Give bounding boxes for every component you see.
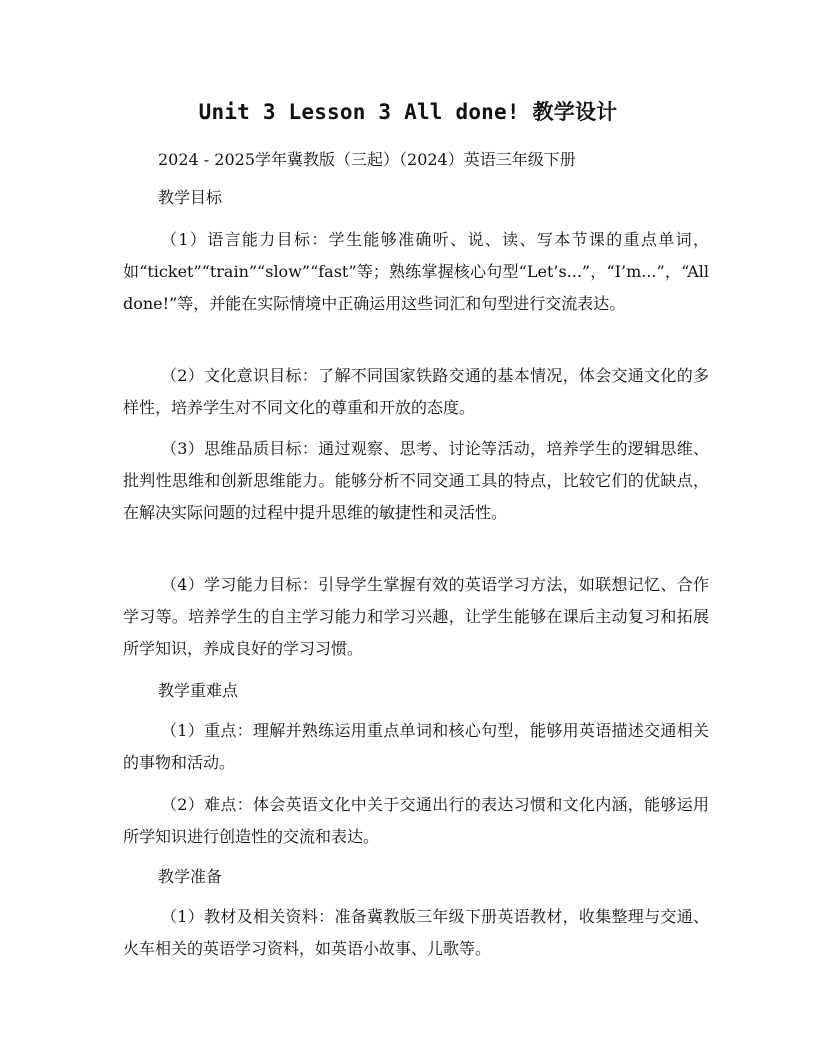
preparation-materials-paragraph: （1）教材及相关资料：准备冀教版三年级下册英语教材，收集整理与交通、火车相关的英语学习资料，如英语小故事、儿歌等。 xyxy=(123,907,709,958)
document-title: Unit 3 Lesson 3 All done! 教学设计 xyxy=(198,100,618,124)
objective-culture-paragraph: （2）文化意识目标：了解不同国家铁路交通的基本情况，体会交通文化的多样性，培养学生对不同文化的尊重和开放的态度。 xyxy=(123,366,709,417)
document-subtitle: 2024 - 2025学年冀教版（三起）（2024）英语三年级下册 xyxy=(158,150,576,169)
difficult-point-paragraph: （2）难点：体会英语文化中关于交通出行的表达习惯和文化内涵，能够运用所学知识进行创造性的交流和表达。 xyxy=(123,795,709,846)
objective-thinking-paragraph: （3）思维品质目标：通过观察、思考、讨论等活动，培养学生的逻辑思维、批判性思维和创新思维能力。能够分析不同交通工具的特点，比较它们的优缺点，在解决实际问题的过程中提升思维的敏捷性和灵活性。 xyxy=(123,439,709,522)
objective-learning-paragraph: （4）学习能力目标：引导学生掌握有效的英语学习方法，如联想记忆、合作学习等。培养学生的自主学习能力和学习兴趣，让学生能够在课后主动复习和拓展所学知识，养成良好的学习习惯。 xyxy=(123,575,709,658)
objective-language-paragraph: （1）语言能力目标：学生能够准确听、说、读、写本节课的重点单词，如“ticket”“train”“slow”“fast”等；熟练掌握核心句型“Let’s...”，“I’m...”，“All done!”等，并能在实际情境中正确运用这些词汇和句型进行交流表达。 xyxy=(123,230,709,313)
section-heading-key-points: 教学重难点 xyxy=(158,681,239,700)
key-point-paragraph: （1）重点：理解并熟练运用重点单词和核心句型，能够用英语描述交通相关的事物和活动。 xyxy=(123,721,709,772)
section-heading-preparation: 教学准备 xyxy=(158,867,223,886)
section-heading-objectives: 教学目标 xyxy=(158,188,223,207)
